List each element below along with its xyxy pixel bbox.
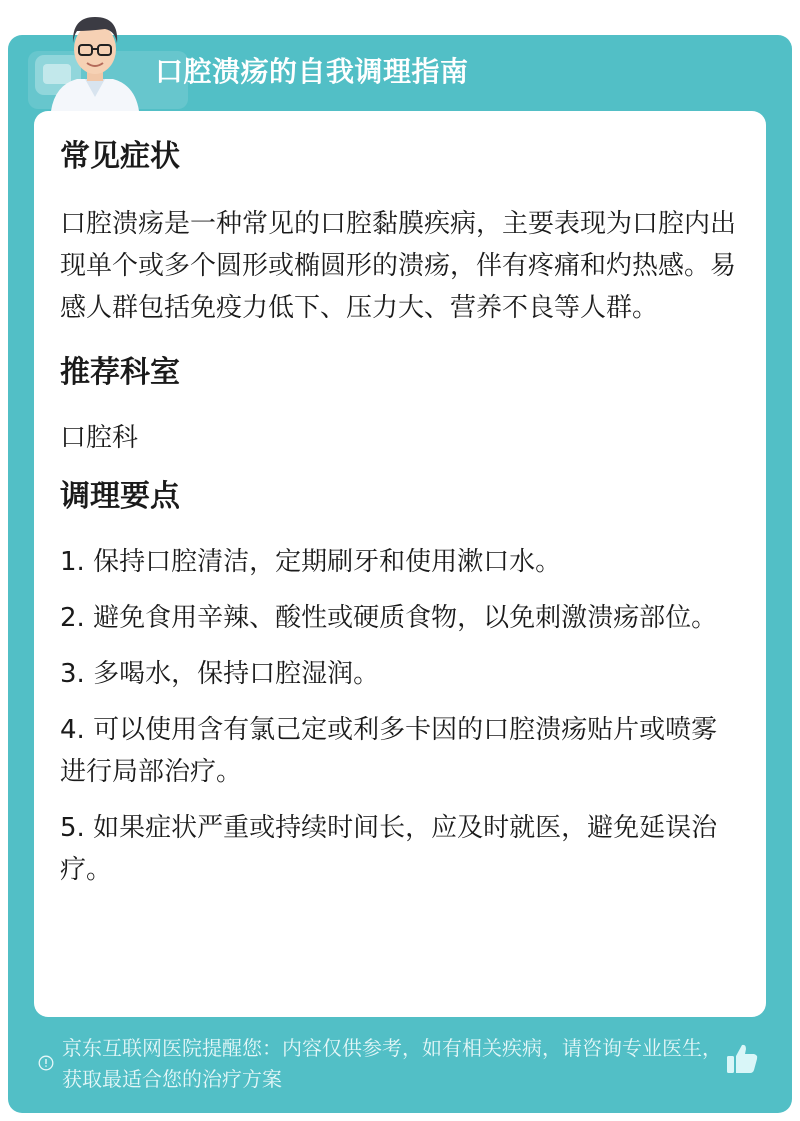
section-title-department: 推荐科室: [60, 355, 180, 390]
list-item: 1. 保持口腔清洁，定期刷牙和使用漱口水。: [60, 547, 562, 577]
care-points-list: [60, 541, 740, 891]
symptoms-text: 口腔溃疡是一种常见的口腔黏膜疾病，主要表现为口腔内出现单个或多个圆形或椭圆形的溃疡，伴有疼痛和灼热感。易感人群包括免疫力低下、压力大、营养不良等人群。: [60, 209, 737, 323]
section-title-care-points: 调理要点: [60, 479, 180, 514]
list-item: 5. 如果症状严重或持续时间长，应及时就医，避免延误治疗。: [60, 813, 718, 885]
department-text: 口腔科: [60, 423, 139, 453]
list-item: 2. 避免食用辛辣、酸性或硬质食物，以免刺激溃疡部位。: [60, 603, 718, 633]
page-title: 口腔溃疡的自我调理指南: [155, 55, 469, 88]
list-item: 4. 可以使用含有氯己定或利多卡因的口腔溃疡贴片或喷雾进行局部治疗。: [60, 715, 718, 787]
section-title-symptoms: 常见症状: [60, 139, 180, 174]
thumbs-up-icon[interactable]: [724, 1041, 760, 1077]
info-icon: [38, 1055, 54, 1071]
list-item: 3. 多喝水，保持口腔湿润。: [60, 659, 380, 689]
content-card: [34, 111, 766, 1017]
footer-notice: 京东互联网医院提醒您：内容仅供参考，如有相关疾病，请咨询专业医生，获取最适合您的治疗方案: [62, 1036, 722, 1091]
doctor-avatar-icon: [45, 5, 145, 111]
